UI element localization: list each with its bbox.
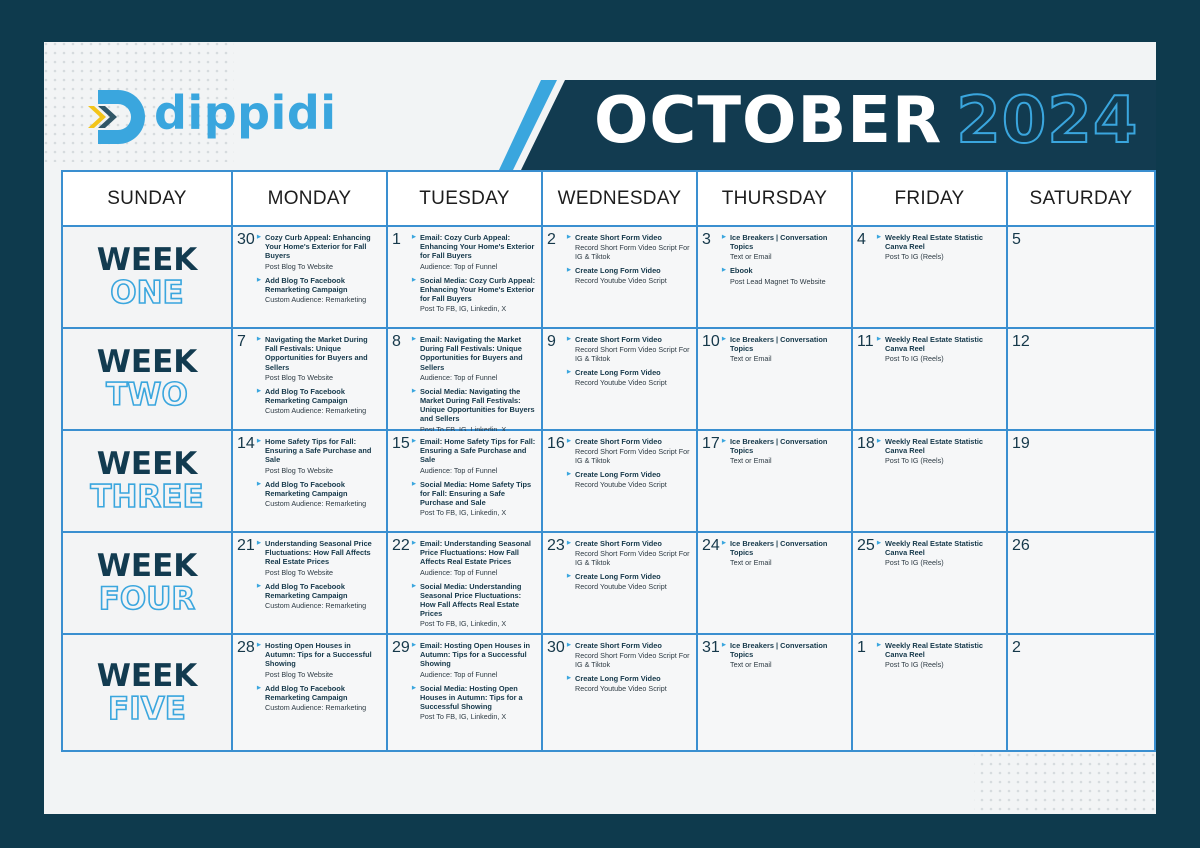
week-row — [62, 634, 1155, 751]
task-detail: Audience: Top of Funnel — [420, 372, 498, 382]
task-title: ▶ Ice Breakers | Conversation Topics — [730, 437, 847, 455]
day-cell[interactable] — [542, 226, 697, 328]
month-name: OCTOBER — [594, 84, 943, 158]
day-number: 17 — [702, 435, 720, 452]
task-detail: Record Youtube Video Script — [575, 276, 667, 286]
week-row — [62, 430, 1155, 532]
task-detail: Post Blog To Website — [265, 372, 334, 382]
task-item[interactable] — [420, 335, 537, 382]
brand-logo — [84, 84, 337, 154]
day-number: 30 — [547, 639, 565, 656]
task-detail: Post To IG (Reels) — [885, 660, 944, 670]
task-list — [730, 335, 847, 368]
task-detail: Custom Audience: Remarketing — [265, 601, 367, 611]
task-title: ▶ Add Blog To Facebook Remarketing Campaign — [265, 387, 382, 405]
task-detail: Custom Audience: Remarketing — [265, 499, 367, 509]
day-cell[interactable] — [542, 634, 697, 751]
task-title: ▶ Hosting Open Houses in Autumn: Tips for a Successful Showing — [265, 641, 382, 669]
day-number: 2 — [547, 231, 556, 248]
day-cell[interactable] — [697, 328, 852, 430]
day-number: 31 — [702, 639, 720, 656]
task-detail: Text or Email — [730, 456, 772, 466]
task-detail: Record Short Form Video Script For IG & Tiktok — [575, 549, 690, 568]
task-title: ▶ Cozy Curb Appeal: Enhancing Your Home's Exterior for Fall Buyers — [265, 233, 382, 261]
task-detail: Text or Email — [730, 354, 772, 364]
task-item[interactable] — [575, 641, 692, 669]
day-cell[interactable] — [387, 226, 542, 328]
task-title: ▶ Email: Navigating the Market During Fall Festivals: Unique Opportunities for Buyers and Sellers — [420, 335, 537, 372]
task-list — [265, 539, 382, 615]
day-cell[interactable] — [697, 532, 852, 634]
task-list — [265, 437, 382, 513]
day-number: 5 — [1012, 231, 1021, 248]
task-title: ▶ Weekly Real Estate Statistic Canva Reel — [885, 539, 1002, 557]
task-title: ▶ Weekly Real Estate Statistic Canva Reel — [885, 233, 1002, 251]
task-detail: Post To IG (Reels) — [885, 252, 944, 262]
task-title: ▶ Social Media: Home Safety Tips for Fall: Ensuring a Safe Purchase and Sale — [420, 480, 537, 508]
task-item[interactable] — [885, 641, 1002, 669]
task-detail: Audience: Top of Funnel — [420, 669, 498, 679]
day-number: 24 — [702, 537, 720, 554]
task-title: ▶ Social Media: Hosting Open Houses in Autumn: Tips for a Successful Showing — [420, 684, 537, 712]
calendar-grid — [61, 170, 1156, 752]
weekday-header-monday: MONDAY — [232, 171, 387, 226]
dippidi-d-logo-icon — [84, 84, 150, 150]
task-title: ▶ Ice Breakers | Conversation Topics — [730, 641, 847, 659]
task-title: ▶ Email: Hosting Open Houses in Autumn: Tips for a Successful Showing — [420, 641, 537, 669]
task-title: ▶ Navigating the Market During Fall Festivals: Unique Opportunities for Buyers and Sellers — [265, 335, 382, 372]
weekday-header-wednesday: WEDNESDAY — [542, 171, 697, 226]
task-title: ▶ Add Blog To Facebook Remarketing Campaign — [265, 684, 382, 702]
task-detail: Record Short Form Video Script For IG & Tiktok — [575, 651, 690, 670]
day-cell[interactable] — [697, 226, 852, 328]
day-cell[interactable] — [852, 226, 1007, 328]
task-detail: Record Youtube Video Script — [575, 684, 667, 694]
task-item[interactable] — [265, 582, 382, 610]
task-list — [265, 233, 382, 309]
task-title: ▶ Add Blog To Facebook Remarketing Campaign — [265, 480, 382, 498]
task-item[interactable] — [575, 233, 692, 261]
task-item[interactable] — [420, 437, 537, 475]
day-cell[interactable] — [1007, 328, 1155, 430]
day-cell[interactable] — [542, 328, 697, 430]
month-title — [594, 84, 1138, 158]
day-number: 12 — [1012, 333, 1030, 350]
day-cell[interactable] — [387, 430, 542, 532]
task-title: ▶ Create Long Form Video — [575, 572, 692, 581]
day-cell[interactable] — [697, 430, 852, 532]
task-item[interactable] — [885, 233, 1002, 261]
day-cell[interactable] — [232, 430, 387, 532]
task-detail: Audience: Top of Funnel — [420, 465, 498, 475]
week-number: FOUR — [98, 581, 196, 617]
task-item[interactable] — [265, 335, 382, 382]
day-number: 4 — [857, 231, 866, 248]
task-title: ▶ Create Short Form Video — [575, 437, 692, 446]
day-cell[interactable] — [232, 532, 387, 634]
day-cell[interactable] — [232, 226, 387, 328]
day-number: 9 — [547, 333, 556, 350]
weekday-header-friday: FRIDAY — [852, 171, 1007, 226]
task-title: ▶ Create Short Form Video — [575, 335, 692, 344]
task-detail: Text or Email — [730, 558, 772, 568]
task-list — [730, 641, 847, 674]
task-list — [575, 641, 692, 698]
task-item[interactable] — [575, 335, 692, 363]
task-detail: Text or Email — [730, 252, 772, 262]
task-item[interactable] — [265, 233, 382, 271]
weekday-header-sunday: SUNDAY — [62, 171, 232, 226]
day-cell[interactable] — [542, 532, 697, 634]
week-word: WEEK — [96, 548, 198, 584]
week-word: WEEK — [96, 242, 198, 278]
day-cell[interactable] — [387, 634, 542, 751]
week-word: WEEK — [96, 446, 198, 482]
day-cell[interactable] — [852, 430, 1007, 532]
task-detail: Record Youtube Video Script — [575, 378, 667, 388]
task-title: ▶ Create Short Form Video — [575, 233, 692, 242]
task-item[interactable] — [885, 335, 1002, 363]
task-detail: Custom Audience: Remarketing — [265, 703, 367, 713]
task-detail: Record Short Form Video Script For IG & Tiktok — [575, 447, 690, 466]
task-item[interactable] — [575, 674, 692, 693]
weekday-header-tuesday: TUESDAY — [387, 171, 542, 226]
day-number: 28 — [237, 639, 255, 656]
task-title: ▶ Ebook — [730, 266, 847, 275]
task-list — [265, 641, 382, 717]
task-title: ▶ Ice Breakers | Conversation Topics — [730, 233, 847, 251]
task-item[interactable] — [420, 233, 537, 271]
task-item[interactable] — [420, 480, 537, 518]
day-cell[interactable] — [1007, 430, 1155, 532]
day-number: 14 — [237, 435, 255, 452]
task-title: ▶ Create Short Form Video — [575, 539, 692, 548]
task-list — [420, 335, 537, 439]
task-list — [730, 539, 847, 572]
day-cell[interactable] — [232, 328, 387, 430]
task-detail: Audience: Top of Funnel — [420, 567, 498, 577]
task-detail: Record Youtube Video Script — [575, 582, 667, 592]
task-item[interactable] — [730, 437, 847, 465]
task-item[interactable] — [265, 539, 382, 577]
task-item[interactable] — [575, 470, 692, 489]
task-detail: Record Short Form Video Script For IG & Tiktok — [575, 243, 690, 262]
task-item[interactable] — [730, 233, 847, 261]
day-number: 23 — [547, 537, 565, 554]
task-title: ▶ Ice Breakers | Conversation Topics — [730, 539, 847, 557]
task-detail: Post Blog To Website — [265, 669, 334, 679]
week-row — [62, 328, 1155, 430]
day-number: 21 — [237, 537, 255, 554]
task-detail: Post To IG (Reels) — [885, 558, 944, 568]
day-number: 26 — [1012, 537, 1030, 554]
task-item[interactable] — [265, 480, 382, 508]
week-label-cell — [62, 634, 232, 751]
task-detail: Post Blog To Website — [265, 465, 334, 475]
task-title: ▶ Understanding Seasonal Price Fluctuations: How Fall Affects Real Estate Prices — [265, 539, 382, 567]
week-number: THREE — [90, 479, 204, 515]
week-label-cell — [62, 328, 232, 430]
task-title: ▶ Home Safety Tips for Fall: Ensuring a Safe Purchase and Sale — [265, 437, 382, 465]
weekday-header-row — [62, 171, 1155, 226]
calendar-sheet — [44, 42, 1156, 814]
day-cell[interactable] — [852, 532, 1007, 634]
week-number: FIVE — [108, 690, 186, 727]
task-detail: Post To FB, IG, Linkedin, X — [420, 508, 507, 518]
day-number: 10 — [702, 333, 720, 350]
week-label-cell — [62, 430, 232, 532]
week-number: TWO — [106, 377, 188, 413]
task-title: ▶ Email: Home Safety Tips for Fall: Ensuring a Safe Purchase and Sale — [420, 437, 537, 465]
task-detail: Record Short Form Video Script For IG & Tiktok — [575, 345, 690, 364]
week-number: ONE — [110, 275, 184, 311]
task-detail: Text or Email — [730, 660, 772, 670]
task-detail: Post Lead Magnet To Website — [730, 276, 826, 286]
task-detail: Post Blog To Website — [265, 261, 334, 271]
day-number: 11 — [857, 333, 874, 350]
day-cell[interactable] — [1007, 226, 1155, 328]
task-title: ▶ Ice Breakers | Conversation Topics — [730, 335, 847, 353]
task-item[interactable] — [730, 641, 847, 669]
task-title: ▶ Create Long Form Video — [575, 266, 692, 275]
task-item[interactable] — [265, 276, 382, 304]
day-number: 19 — [1012, 435, 1030, 452]
task-title: ▶ Create Long Form Video — [575, 470, 692, 479]
task-item[interactable] — [420, 539, 537, 577]
day-cell[interactable] — [1007, 532, 1155, 634]
year: 2024 — [956, 84, 1139, 158]
day-number: 2 — [1012, 639, 1021, 656]
task-list — [885, 641, 1002, 674]
task-detail: Post Blog To Website — [265, 567, 334, 577]
task-title: ▶ Weekly Real Estate Statistic Canva Reel — [885, 335, 1002, 353]
day-cell[interactable] — [387, 328, 542, 430]
task-item[interactable] — [420, 276, 537, 314]
task-title: ▶ Social Media: Cozy Curb Appeal: Enhancing Your Home's Exterior for Fall Buyers — [420, 276, 537, 304]
task-list — [885, 539, 1002, 572]
task-detail: Post To IG (Reels) — [885, 456, 944, 466]
task-item[interactable] — [265, 684, 382, 712]
day-number: 16 — [547, 435, 565, 452]
task-title: ▶ Create Long Form Video — [575, 368, 692, 377]
task-title: ▶ Email: Understanding Seasonal Price Fluctuations: How Fall Affects Real Estate Prices — [420, 539, 537, 567]
day-number: 1 — [857, 639, 866, 656]
task-item[interactable] — [265, 437, 382, 475]
weekday-header-saturday: SATURDAY — [1007, 171, 1155, 226]
task-item[interactable] — [730, 266, 847, 285]
task-title: ▶ Social Media: Navigating the Market During Fall Festivals: Unique Opportunities for Buyers and Sellers — [420, 387, 537, 424]
task-title: ▶ Weekly Real Estate Statistic Canva Reel — [885, 437, 1002, 455]
task-title: ▶ Email: Cozy Curb Appeal: Enhancing Your Home's Exterior for Fall Buyers — [420, 233, 537, 261]
day-number: 1 — [392, 231, 401, 248]
day-cell[interactable] — [852, 634, 1007, 751]
week-row — [62, 532, 1155, 634]
task-list — [575, 233, 692, 290]
task-item[interactable] — [575, 437, 692, 465]
task-item[interactable] — [265, 641, 382, 679]
task-item[interactable] — [885, 437, 1002, 465]
day-number: 15 — [392, 435, 410, 452]
task-detail: Post To IG (Reels) — [885, 354, 944, 364]
day-number: 18 — [857, 435, 875, 452]
task-title: ▶ Add Blog To Facebook Remarketing Campaign — [265, 276, 382, 294]
task-item[interactable] — [420, 387, 537, 434]
task-list — [265, 335, 382, 420]
task-list — [420, 437, 537, 522]
task-item[interactable] — [885, 539, 1002, 567]
task-detail: Post To FB, IG, Linkedin, X — [420, 304, 507, 314]
task-list — [575, 539, 692, 596]
task-list — [575, 437, 692, 494]
week-label-cell — [62, 226, 232, 328]
weekday-header-thursday: THURSDAY — [697, 171, 852, 226]
task-list — [420, 233, 537, 318]
task-title: ▶ Create Short Form Video — [575, 641, 692, 650]
week-word: WEEK — [96, 657, 198, 694]
task-detail: Post To FB, IG, Linkedin, X — [420, 712, 507, 722]
day-number: 22 — [392, 537, 410, 554]
day-number: 3 — [702, 231, 711, 248]
task-item[interactable] — [575, 368, 692, 387]
task-list — [885, 335, 1002, 368]
day-cell[interactable] — [542, 430, 697, 532]
day-cell[interactable] — [1007, 634, 1155, 751]
task-detail: Custom Audience: Remarketing — [265, 406, 367, 416]
task-title: ▶ Add Blog To Facebook Remarketing Campaign — [265, 582, 382, 600]
task-item[interactable] — [730, 335, 847, 363]
day-number: 29 — [392, 639, 410, 656]
week-label-cell — [62, 532, 232, 634]
week-word: WEEK — [96, 344, 198, 380]
day-number: 8 — [392, 333, 401, 350]
day-cell[interactable] — [852, 328, 1007, 430]
day-cell[interactable] — [232, 634, 387, 751]
day-cell[interactable] — [387, 532, 542, 634]
task-list — [575, 335, 692, 392]
task-item[interactable] — [730, 539, 847, 567]
task-list — [730, 437, 847, 470]
task-list — [420, 539, 537, 633]
day-number: 30 — [237, 231, 255, 248]
task-item[interactable] — [420, 684, 537, 722]
task-title: ▶ Social Media: Understanding Seasonal Price Fluctuations: How Fall Affects Real Estate Prices — [420, 582, 537, 619]
task-list — [885, 233, 1002, 266]
task-item[interactable] — [265, 387, 382, 415]
task-list — [420, 641, 537, 726]
task-detail: Record Youtube Video Script — [575, 480, 667, 490]
brand-name: dippidi — [154, 86, 337, 140]
day-cell[interactable] — [697, 634, 852, 751]
task-title: ▶ Weekly Real Estate Statistic Canva Reel — [885, 641, 1002, 659]
task-title: ▶ Create Long Form Video — [575, 674, 692, 683]
week-row — [62, 226, 1155, 328]
task-detail: Custom Audience: Remarketing — [265, 295, 367, 305]
task-item[interactable] — [575, 572, 692, 591]
task-list — [885, 437, 1002, 470]
task-item[interactable] — [575, 539, 692, 567]
task-detail: Post To FB, IG, Linkedin, X — [420, 619, 507, 629]
month-title-banner — [499, 80, 1156, 170]
task-item[interactable] — [575, 266, 692, 285]
task-item[interactable] — [420, 641, 537, 679]
task-list — [730, 233, 847, 291]
task-item[interactable] — [420, 582, 537, 629]
day-number: 25 — [857, 537, 875, 554]
day-number: 7 — [237, 333, 246, 350]
task-detail: Audience: Top of Funnel — [420, 261, 498, 271]
